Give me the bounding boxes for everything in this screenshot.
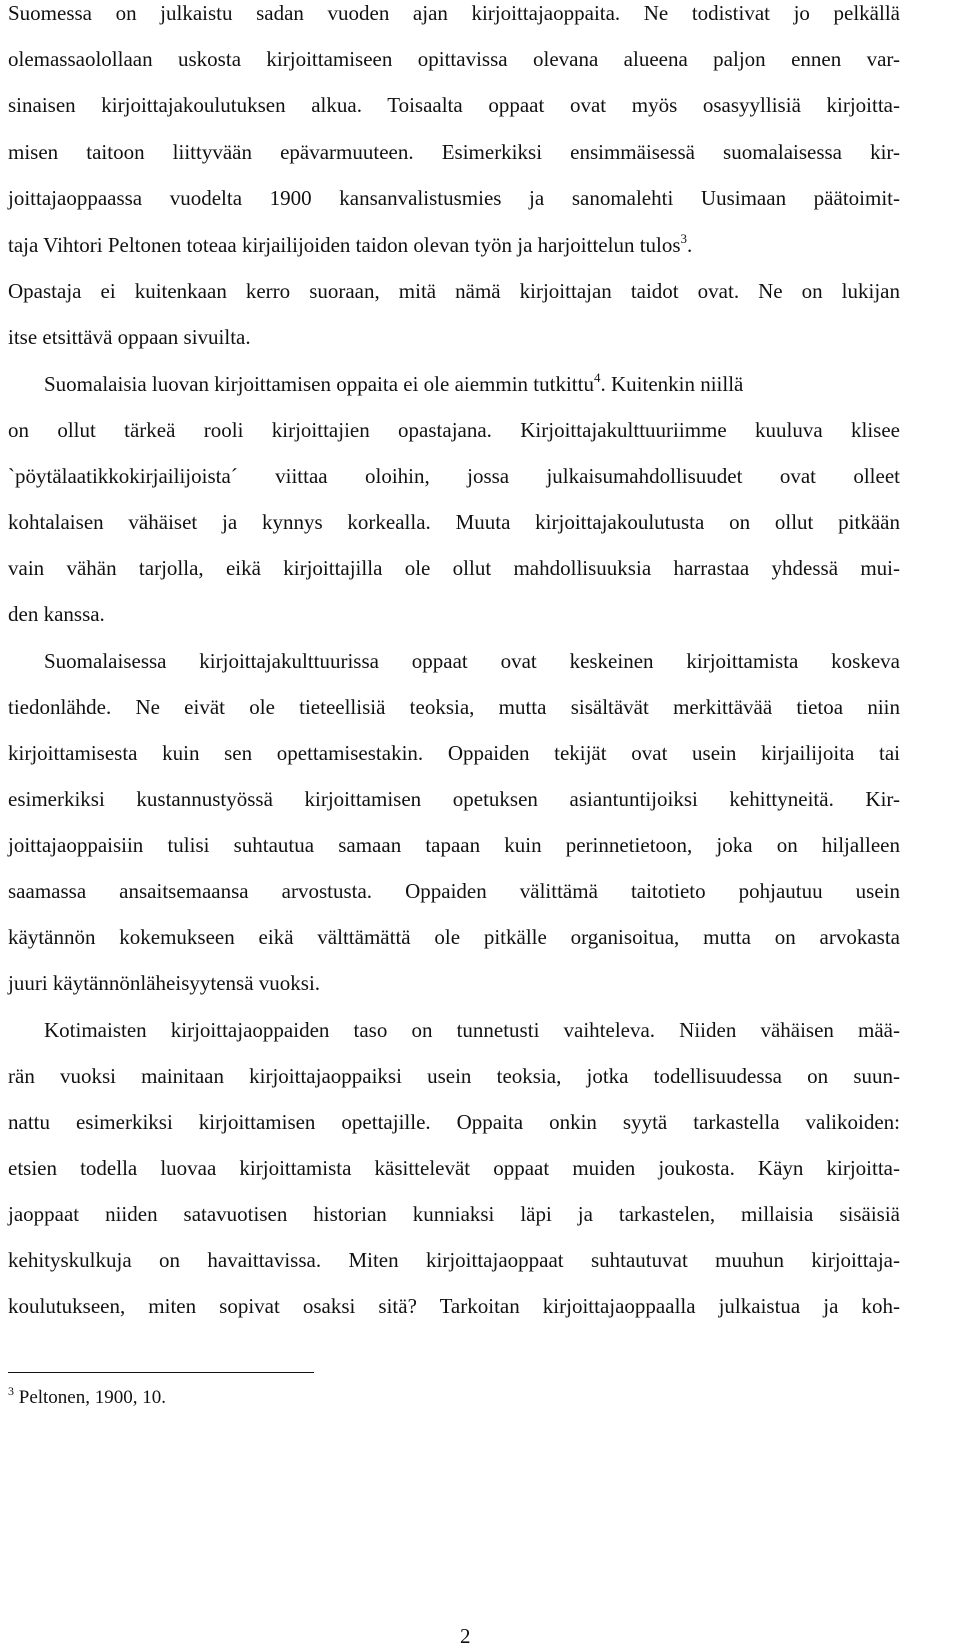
footnote-3 (8, 1386, 166, 1410)
paragraph-2-line-4: kohtalaisen vähäiset ja kynnys korkealla. Muuta kirjoittajakoulutusta on ollut pitkään (8, 510, 900, 534)
paragraph-3-line-3: kirjoittamisesta kuin sen opettamisestakin. Oppaiden tekijät ovat usein kirjailijoita tai (8, 741, 900, 765)
paragraph-3-line-1: Suomalaisessa kirjoittajakulttuurissa oppaat ovat keskeinen kirjoittamista koskeva (44, 649, 900, 673)
paragraph-4-line-4: etsien todella luovaa kirjoittamista käsittelevät oppaat muiden joukosta. Käyn kirjoitta- (8, 1156, 900, 1180)
paragraph-3-line-2: tiedonlähde. Ne eivät ole tieteellisiä teoksia, mutta sisältävät merkittävää tietoa niin (8, 695, 900, 719)
paragraph-1-line-1: Suomessa on julkaistu sadan vuoden ajan kirjoittajaoppaita. Ne todistivat jo pelkällä (8, 1, 900, 25)
paragraph-1-line-6-text: taja Vihtori Peltonen toteaa kirjailijoiden taidon olevan työn ja harjoittelun tulos (8, 233, 681, 257)
paragraph-1-line-6 (8, 232, 692, 258)
paragraph-3-line-5: joittajaoppaisiin tulisi suhtautua samaan tapaan kuin perinnetietoon, joka on hiljalleen (8, 833, 900, 857)
footnote-reference-4: 4 (593, 370, 601, 385)
paragraph-1-line-2: olemassaolollaan uskosta kirjoittamiseen opittavissa olevana alueena paljon ennen var- (8, 47, 900, 71)
paragraph-1-line-5: joittajaoppaassa vuodelta 1900 kansanvalistusmies ja sanomalehti Uusimaan päätoimit- (8, 186, 900, 210)
paragraph-1-line-8: itse etsittävä oppaan sivuilta. (8, 325, 251, 349)
paragraph-4-line-1: Kotimaisten kirjoittajaoppaiden taso on tunnetusti vaihteleva. Niiden vähäisen mää- (44, 1018, 900, 1042)
footnote-text: Peltonen, 1900, 10. (14, 1387, 166, 1408)
paragraph-4-line-3: nattu esimerkiksi kirjoittamisen opettajille. Oppaita onkin syytä tarkastella valikoiden: (8, 1110, 900, 1134)
footnote-number: 3 (8, 1384, 14, 1398)
paragraph-3-line-7: käytännön kokemukseen eikä välttämättä ole pitkälle organisoitua, mutta on arvokasta (8, 925, 900, 949)
paragraph-1-line-7: Opastaja ei kuitenkaan kerro suoraan, mitä nämä kirjoittajan taidot ovat. Ne on lukijan (8, 279, 900, 303)
paragraph-3-line-6: saamassa ansaitsemaansa arvostusta. Oppaiden välittämä taitotieto pohjautuu usein (8, 879, 900, 903)
paragraph-4-line-5: jaoppaat niiden satavuotisen historian kunniaksi läpi ja tarkastelen, millaisia sisäisiä (8, 1202, 900, 1226)
paragraph-2-line-3: `pöytälaatikkokirjailijoista´ viittaa oloihin, jossa julkaisumahdollisuudet ovat olleet (8, 464, 900, 488)
paragraph-2-line-1 (44, 371, 743, 397)
paragraph-3-line-8: juuri käytännönläheisyytensä vuoksi. (8, 971, 321, 995)
paragraph-1-line-4: misen taitoon liittyvään epävarmuuteen. Esimerkiksi ensimmäisessä suomalaisessa kir- (8, 140, 900, 164)
paragraph-4-line-7: koulutukseen, miten sopivat osaksi sitä? Tarkoitan kirjoittajaoppaalla julkaistua ja koh- (8, 1294, 900, 1318)
paragraph-2-line-1-tail: . Kuitenkin niillä (600, 372, 744, 396)
paragraph-4-line-2: rän vuoksi mainitaan kirjoittajaoppaiksi usein teoksia, jotka todellisuudessa on suun- (8, 1064, 900, 1088)
footnote-separator (8, 1372, 314, 1373)
paragraph-1-line-3: sinaisen kirjoittajakoulutuksen alkua. Toisaalta oppaat ovat myös osasyyllisiä kirjoitta- (8, 93, 900, 117)
paragraph-2-line-5: vain vähän tarjolla, eikä kirjoittajilla ole ollut mahdollisuuksia harrastaa yhdessä mui- (8, 556, 900, 580)
page-number: 2 (460, 1624, 471, 1648)
paragraph-2-line-1-text: Suomalaisia luovan kirjoittamisen oppaita ei ole aiemmin tutkittu (44, 372, 594, 396)
paragraph-4-line-6: kehityskulkuja on havaittavissa. Miten kirjoittajaoppaat suhtautuvat muuhun kirjoittaja- (8, 1248, 900, 1272)
paragraph-2-line-2: on ollut tärkeä rooli kirjoittajien opastajana. Kirjoittajakulttuuriimme kuuluva klisee (8, 418, 900, 442)
paragraph-1-line-6-tail: . (687, 233, 693, 257)
paragraph-2-line-6: den kanssa. (8, 602, 105, 626)
footnote-reference-3: 3 (680, 231, 688, 246)
paragraph-3-line-4: esimerkiksi kustannustyössä kirjoittamisen opetuksen asiantuntijoiksi kehittyneitä. Kir- (8, 787, 900, 811)
